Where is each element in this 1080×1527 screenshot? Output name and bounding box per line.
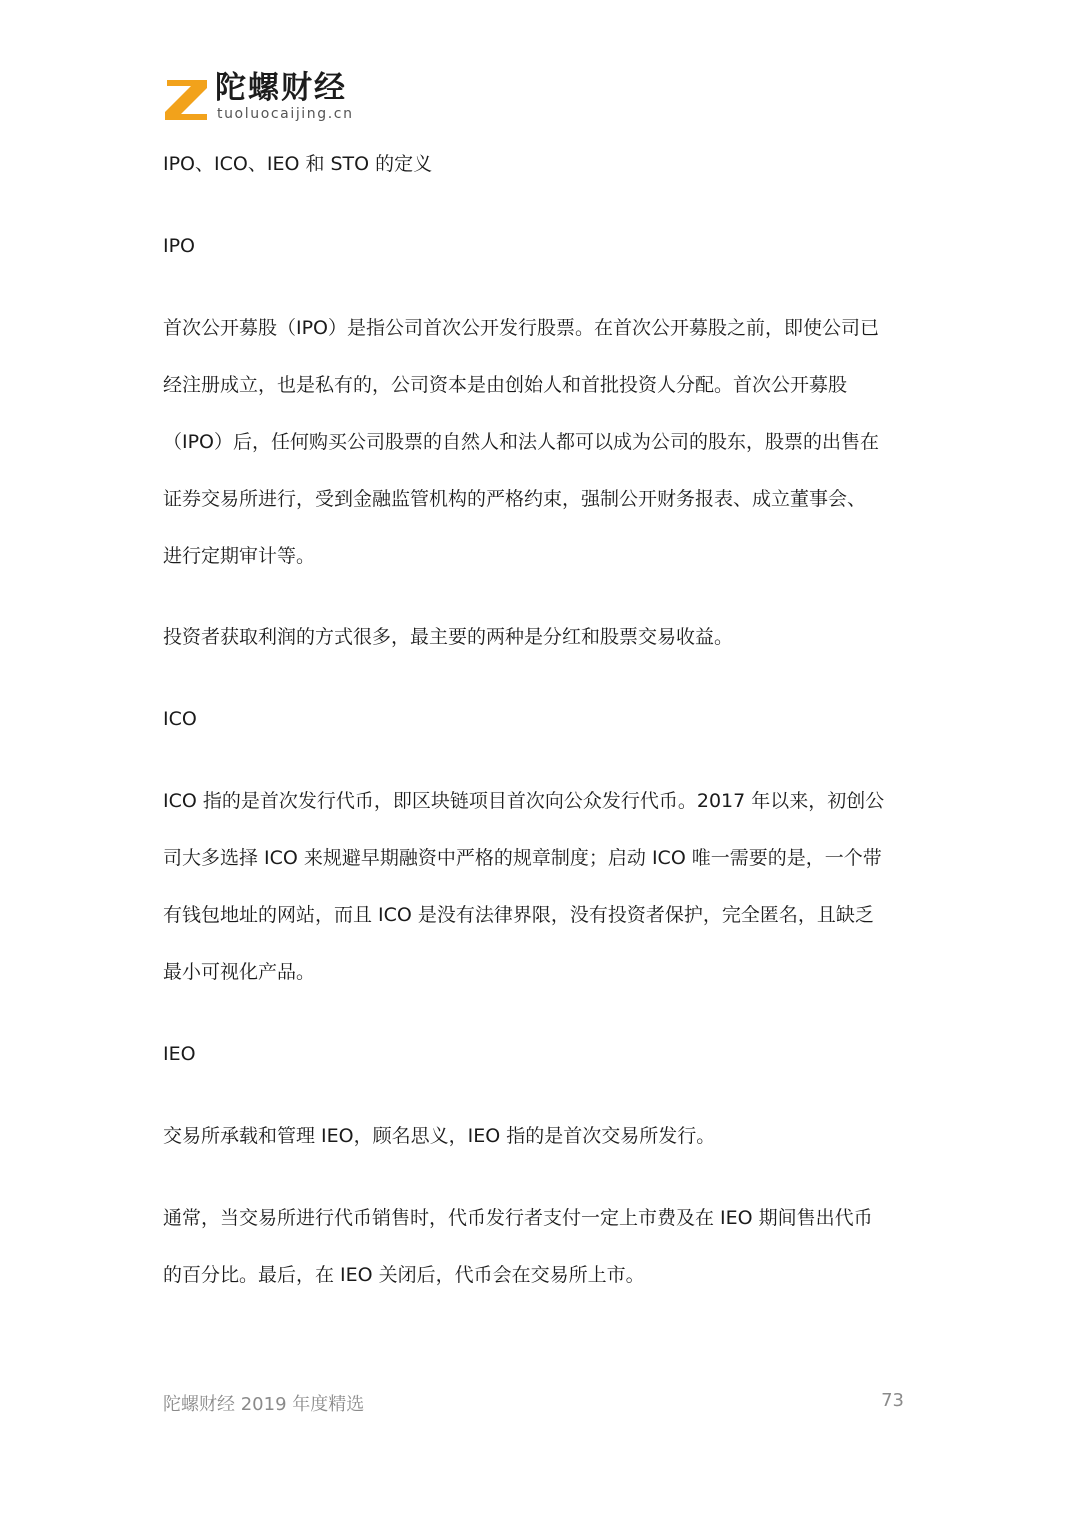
ieo-listing-paragraph-line: 通常，当交易所进行代币销售时，代币发行者支付一定上市费及在 IEO 期间售出代币 <box>163 1207 873 1229</box>
ieo-listing-paragraph-line: 的百分比。最后，在 IEO 关闭后，代币会在交易所上市。 <box>163 1264 645 1286</box>
page-title: IPO、ICO、IEO 和 STO 的定义 <box>163 153 433 175</box>
logo-chinese-text: 陀螺财经 <box>215 70 347 106</box>
footer-publication-title: 陀螺财经 2019 年度精选 <box>163 1394 365 1415</box>
ico-paragraph-line: 司大多选择 ICO 来规避早期融资中严格的规章制度；启动 ICO 唯一需要的是，一个带 <box>163 847 882 869</box>
ipo-profit-paragraph: 投资者获取利润的方式很多，最主要的两种是分红和股票交易收益。 <box>163 626 734 648</box>
z-logo-icon <box>163 76 209 122</box>
ico-paragraph-line: 最小可视化产品。 <box>163 961 316 983</box>
ico-paragraph-line: 有钱包地址的网站，而且 ICO 是没有法律界限，没有投资者保护，完全匿名，且缺乏 <box>163 904 874 926</box>
ipo-paragraph-line: （IPO）后，任何购买公司股票的自然人和法人都可以成为公司的股东，股票的出售在 <box>163 431 880 453</box>
brand-logo <box>163 70 363 124</box>
section-heading-ipo: IPO <box>163 235 196 257</box>
ico-paragraph-line: ICO 指的是首次发行代币，即区块链项目首次向公众发行代币。2017 年以来，初创公 <box>163 790 885 812</box>
page-number: 73 <box>881 1390 904 1411</box>
section-heading-ieo: IEO <box>163 1043 196 1065</box>
ieo-paragraph: 交易所承载和管理 IEO，顾名思义，IEO 指的是首次交易所发行。 <box>163 1125 716 1147</box>
ipo-paragraph-line: 经注册成立，也是私有的，公司资本是由创始人和首批投资人分配。首次公开募股 <box>163 374 848 396</box>
logo-domain-text: tuoluocaijing.cn <box>217 106 354 122</box>
ipo-paragraph-line: 进行定期审计等。 <box>163 545 316 567</box>
ipo-paragraph-line: 首次公开募股（IPO）是指公司首次公开发行股票。在首次公开募股之前，即使公司已 <box>163 317 880 339</box>
section-heading-ico: ICO <box>163 708 197 730</box>
ipo-paragraph-line: 证券交易所进行，受到金融监管机构的严格约束，强制公开财务报表、成立董事会、 <box>163 488 867 510</box>
